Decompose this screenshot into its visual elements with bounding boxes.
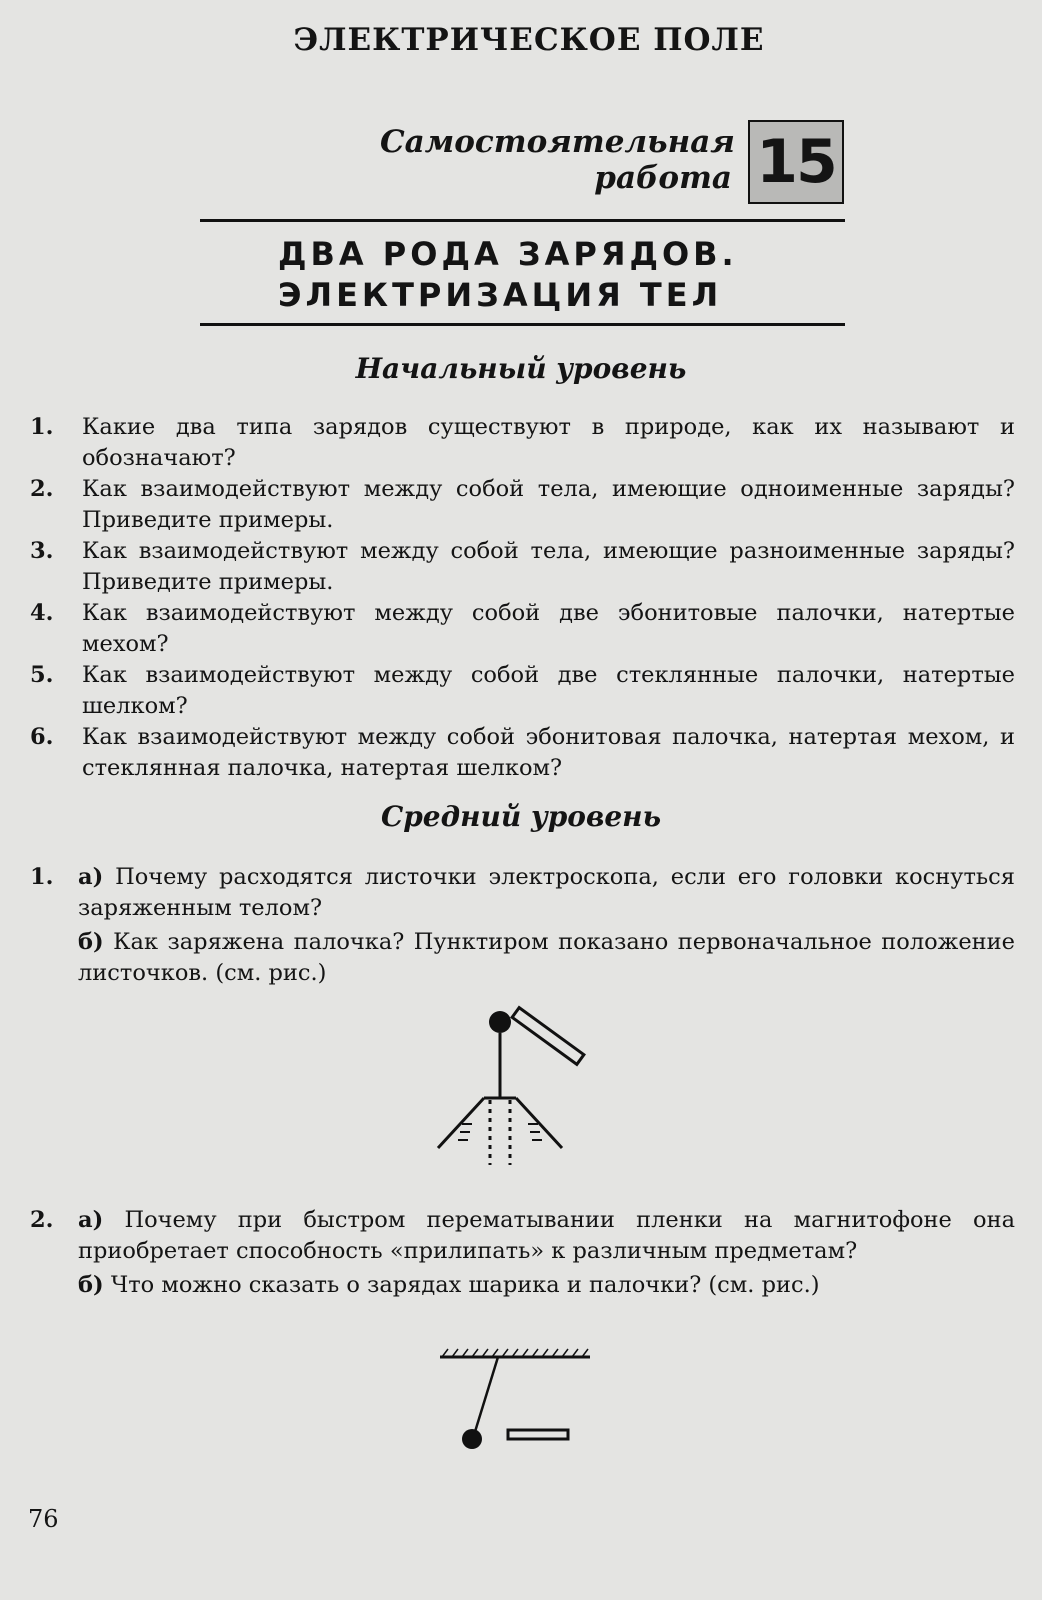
question-number: 3.	[30, 538, 54, 564]
top-divider	[200, 219, 845, 222]
topic-title-line1: ДВА РОДА ЗАРЯДОВ.	[278, 235, 738, 273]
basic-question	[30, 660, 1015, 721]
electroscope-ball	[489, 1011, 511, 1033]
charged-stick	[512, 1008, 584, 1065]
topic-title-line2: ЭЛЕКТРИЗАЦИЯ ТЕЛ	[278, 276, 723, 314]
work-number-badge: 15	[748, 120, 844, 204]
question-text: Как взаимодействуют между собой две стеклянные палочки, натертые шелком?	[82, 662, 1015, 719]
subquestion-b	[78, 1270, 1015, 1301]
subquestion-marker: б)	[78, 929, 104, 955]
work-label	[380, 124, 735, 196]
basic-question	[30, 474, 1015, 535]
middle-question	[30, 1205, 1015, 1301]
question-text: Как взаимодействуют между собой тела, имеющие одноименные заряды? Приведите примеры.	[82, 476, 1015, 533]
subquestion-marker: а)	[78, 1207, 104, 1233]
question-number: 5.	[30, 662, 54, 688]
question-number: 2.	[30, 476, 54, 502]
subquestion-text: Что можно сказать о зарядах шарика и палочки? (см. рис.)	[110, 1272, 820, 1298]
question-text: Какие два типа зарядов существуют в природе, как их называют и обозначают?	[82, 414, 1015, 471]
topic-title	[278, 234, 838, 316]
section-title: ЭЛЕКТРИЧЕСКОЕ ПОЛЕ	[293, 22, 765, 58]
subquestion-marker: б)	[78, 1272, 104, 1298]
subquestion-a	[78, 1205, 1015, 1266]
pendulum-ball	[462, 1429, 482, 1449]
basic-question	[30, 536, 1015, 597]
question-number: 2.	[30, 1207, 54, 1233]
subquestion-text: Почему расходятся листочки электроскопа, если его головки коснуться заряженным телом?	[78, 864, 1015, 921]
question-number: 4.	[30, 600, 54, 626]
bottom-divider	[200, 323, 845, 326]
charged-rod	[508, 1430, 568, 1439]
middle-question	[30, 862, 1015, 988]
subquestion-b	[78, 927, 1015, 988]
page-number: 76	[28, 1505, 59, 1533]
work-label-line1: Самостоятельная	[380, 124, 735, 160]
subquestion-text: Как заряжена палочка? Пунктиром показано первоначальное положение листочков. (см. рис.)	[78, 929, 1015, 986]
basic-question	[30, 598, 1015, 659]
electroscope-figure	[420, 1000, 600, 1185]
work-label-line2: работа	[594, 160, 732, 196]
pendulum-figure	[430, 1345, 600, 1455]
question-number: 6.	[30, 724, 54, 750]
subquestion-a	[78, 862, 1015, 923]
question-number: 1.	[30, 414, 54, 440]
subquestion-marker: а)	[78, 864, 104, 890]
question-text: Как взаимодействуют между собой тела, имеющие разноименные заряды? Приведите примеры.	[82, 538, 1015, 595]
question-number: 1.	[30, 864, 54, 890]
leaf-charge-marks	[458, 1124, 542, 1140]
basic-question	[30, 722, 1015, 783]
subquestion-text: Почему при быстром перематывании пленки на магнитофоне она приобретает способность «прилипать» к различным предметам?	[78, 1207, 1015, 1264]
basic-question	[30, 412, 1015, 473]
question-text: Как взаимодействуют между собой эбонитовая палочка, натертая мехом, и стеклянная палочка, натертая шелком?	[82, 724, 1015, 781]
pendulum-thread	[474, 1357, 498, 1435]
basic-level-heading: Начальный уровень	[355, 352, 687, 385]
middle-level-heading: Средний уровень	[380, 800, 662, 833]
question-text: Как взаимодействуют между собой две эбонитовые палочки, натертые мехом?	[82, 600, 1015, 657]
